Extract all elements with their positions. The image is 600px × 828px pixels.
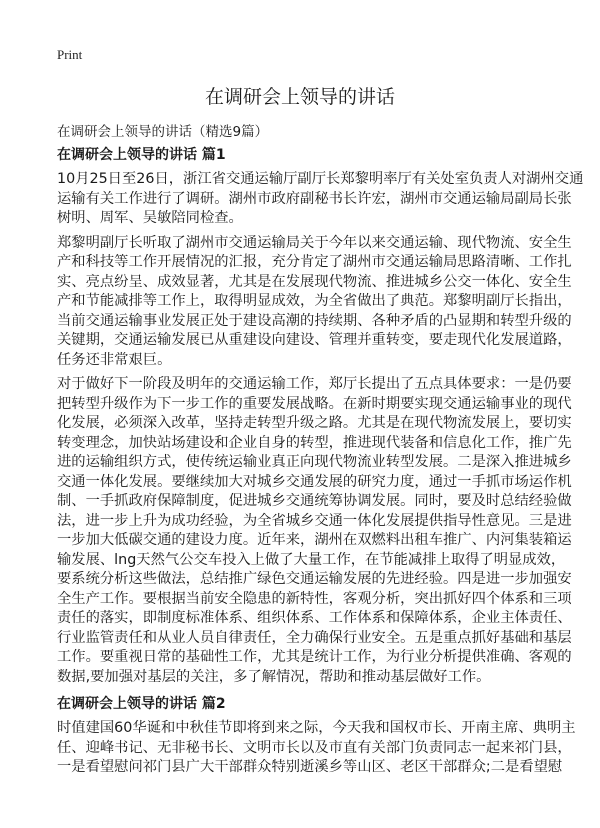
document-body	[57, 146, 584, 783]
paragraph	[57, 375, 577, 687]
paragraph-line: 郑黎明副厅长听取了湖州市交通运输局关于今年以来交通运输、现代物流、安全生	[57, 234, 572, 251]
paragraph-line: 要系统分析这些做法，总结推广绿色交通运输发展的先进经验。四是进一步加强安	[57, 571, 572, 587]
paragraph-line: 制、一手抓政府保障制度，促进城乡交通统筹协调发展。同时，要及时总结经验做	[57, 493, 572, 509]
section-heading: 在调研会上领导的讲话 篇1	[57, 147, 226, 163]
paragraph-line: 一步加大低碳交通的建设力度。近年来，湖州在双燃料出租车推广、内河集装箱运	[57, 532, 572, 548]
paragraph-line: 行业监管责任和从业人员自律责任，全力确保行业安全。五是重点抓好基础和基层	[57, 629, 572, 646]
paragraph-line: 时值建国60华诞和中秋佳节即将到来之际，今天我和国权市长、开南主席、典明主	[57, 720, 576, 736]
paragraph-line: 工作。要重视日常的基础性工作，尤其是统计工作，为行业分析提供准确、客观的	[57, 649, 572, 665]
paragraph	[57, 719, 577, 778]
paragraph-line: 数据,要加强对基层的关注，多了解情况，帮助和推动基层做好工作。	[57, 668, 491, 685]
paragraph-line: 产和科技等工作开展情况的汇报，充分肯定了湖州市交通运输局思路清晰、工作扎	[57, 254, 572, 270]
paragraph-line: 一是看望慰问祁门县广大干部群众特别逝溪乡等山区、老区干部群众;二是看望慰	[57, 759, 563, 775]
paragraph-line: 对于做好下一阶段及明年的交通运输工作，郑厅长提出了五点具体要求：一是仍要	[57, 376, 572, 392]
paragraph-line: 责任的落实，即制度标准体系、组织体系、工作体系和保障体系，企业主体责任、	[57, 610, 572, 626]
paragraph-line: 产和节能减排等工作上，取得明显成效，为全省做出了典范。郑黎明副厅长指出，	[57, 293, 572, 309]
paragraph-line: 关键期，交通运输发展已从重建设向建设、管理并重转变，要走现代化发展道路，	[57, 332, 572, 348]
paragraph-line: 运输有关工作进行了调研。湖州市政府副秘书长许宏，湖州市交通运输局副局长张	[57, 190, 572, 207]
paragraph-line: 当前交通运输事业发展正处于建设高潮的持续期、各种矛盾的凸显期和转型升级的	[57, 312, 572, 329]
paragraph-line: 交通一体化发展。要继续加大对城乡交通发展的研究力度，通过一手抓市场运作机	[57, 473, 572, 490]
paragraph-line: 化发展，必须深入改革，坚持走转型升级之路。尤其是在现代物流发展上，要切实	[57, 415, 572, 431]
paragraph-line: 树明、周军、吴敏陪同检查。	[57, 210, 243, 226]
paragraph-line: 全生产工作。要根据当前安全隐患的新特性，客观分析，突出抓好四个体系和三项	[57, 590, 572, 607]
paragraph-line: 转变理念，加快站场建设和企业自身的转型，推进现代装备和信息化工作，推广先	[57, 434, 572, 451]
paragraph-line: 法，进一步上升为成功经验，为全省城乡交通一体化发展提供指导性意见。三是进	[57, 512, 572, 529]
paragraph-line: 进的运输组织方式，使传统运输业真正向现代物流业转型发展。二是深入推进城乡	[57, 454, 572, 470]
paragraph-line: 输发展、lng天然气公交车投入上做了大量工作，在节能减排上取得了明显成效，	[57, 551, 566, 568]
print-link[interactable]: Print	[57, 47, 83, 62]
subtitle: 在调研会上领导的讲话（精选9篇）	[57, 124, 269, 140]
section-heading: 在调研会上领导的讲话 篇2	[57, 696, 226, 712]
paragraph-line: 任、迎峰书记、无非秘书长、文明市长以及市直有关部门负责同志一起来祁门县，	[57, 739, 572, 756]
paragraph	[57, 170, 584, 229]
paragraph-line: 10月25日至26日，浙江省交通运输厅副厅长郑黎明率厅有关处室负责人对湖州交通	[57, 171, 584, 187]
paragraph-line: 任务还非常艰巨。	[57, 351, 172, 368]
page-title: 在调研会上领导的讲话	[204, 86, 395, 108]
paragraph	[57, 234, 577, 371]
paragraph-line: 实、亮点纷呈、成效显著，尤其是在发展现代物流、推进城乡公交一体化、安全生	[57, 273, 572, 290]
paragraph-line: 把转型升级作为下一步工作的重要发展战略。在新时期要实现交通运输事业的现代	[57, 395, 572, 412]
